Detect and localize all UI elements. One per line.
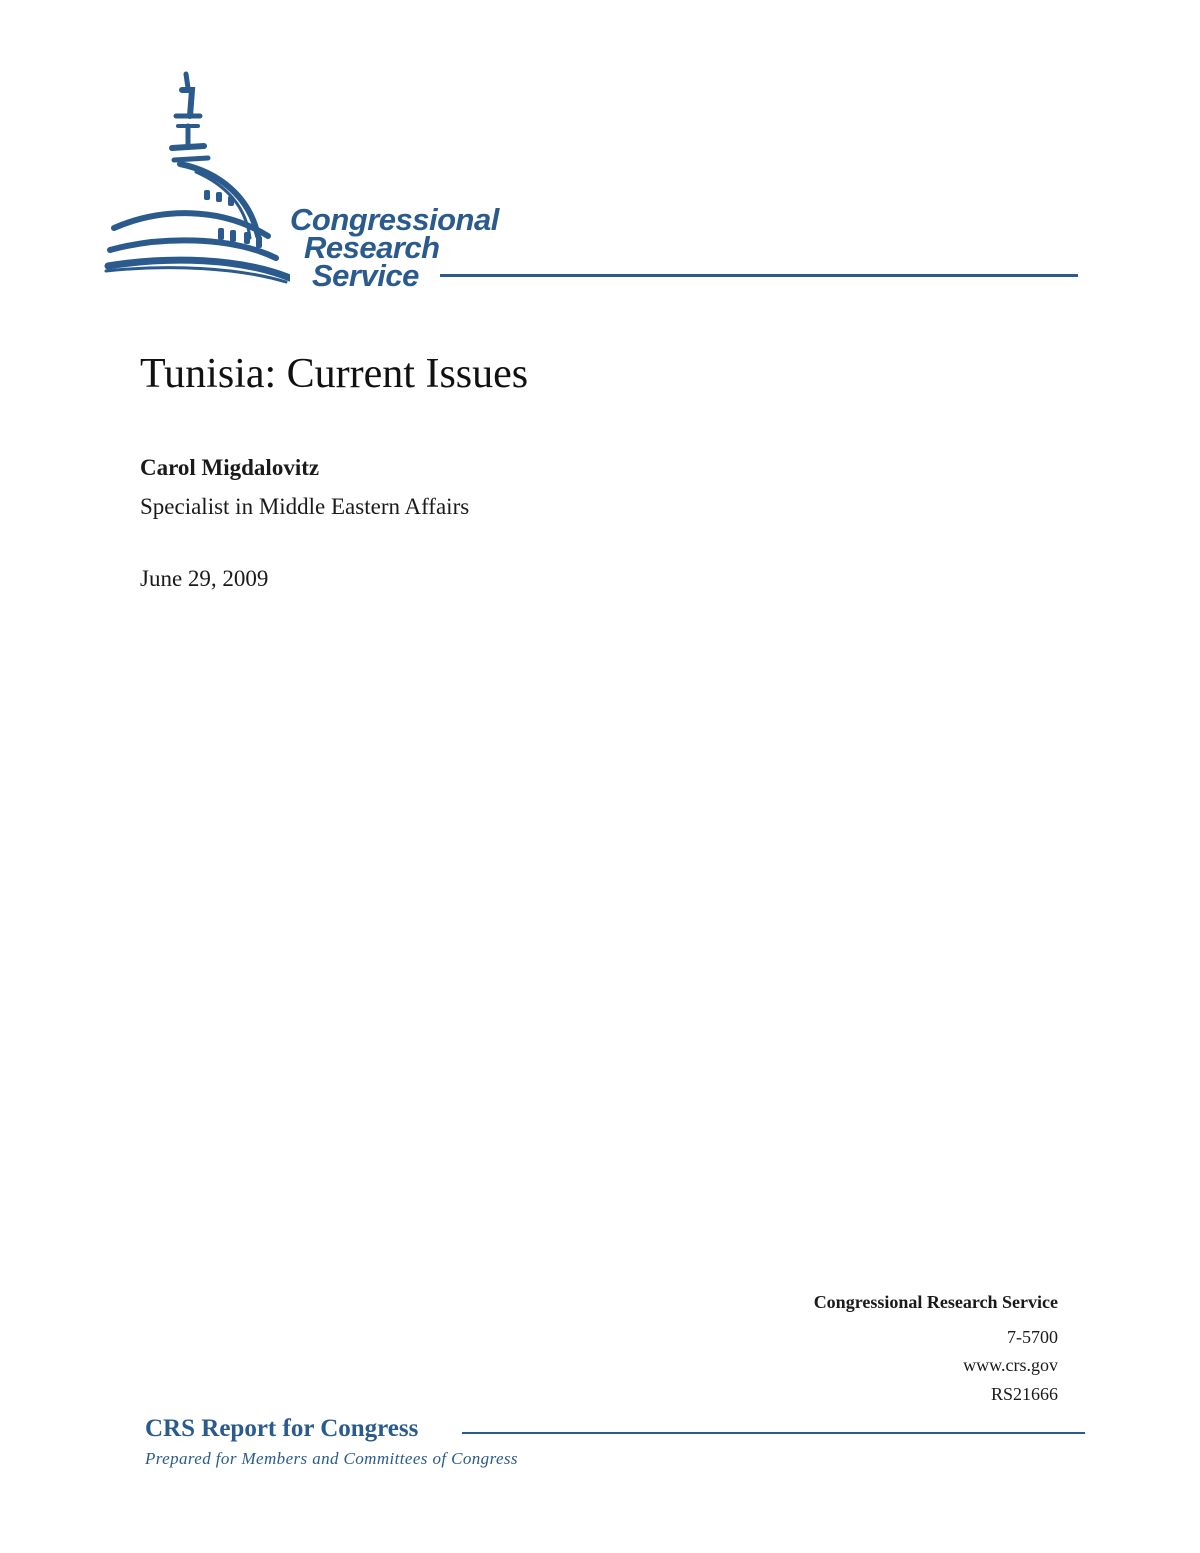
footer-title: CRS Report for Congress <box>145 1415 419 1442</box>
brand-name-line-3: Service <box>312 258 419 293</box>
author-title: Specialist in Middle Eastern Affairs <box>140 494 470 519</box>
publisher-name: Congressional Research Service <box>813 1292 1058 1312</box>
footer-rule <box>462 1432 1085 1434</box>
brand-name-line-1: Congressional <box>290 202 499 237</box>
author-name: Carol Migdalovitz <box>140 455 320 480</box>
brand-name-line-2: Research <box>304 230 440 265</box>
order-code: 7-5700 <box>1007 1327 1058 1347</box>
document-title: Tunisia: Current Issues <box>140 351 529 397</box>
website-link[interactable]: www.crs.gov <box>963 1355 1058 1375</box>
document-date: June 29, 2009 <box>140 566 269 591</box>
report-id: RS21666 <box>990 1384 1058 1404</box>
footer-subtitle: Prepared for Members and Committees of Congress <box>145 1449 518 1468</box>
capitol-dome-logo-icon <box>100 68 290 290</box>
header-rule <box>440 274 1078 277</box>
